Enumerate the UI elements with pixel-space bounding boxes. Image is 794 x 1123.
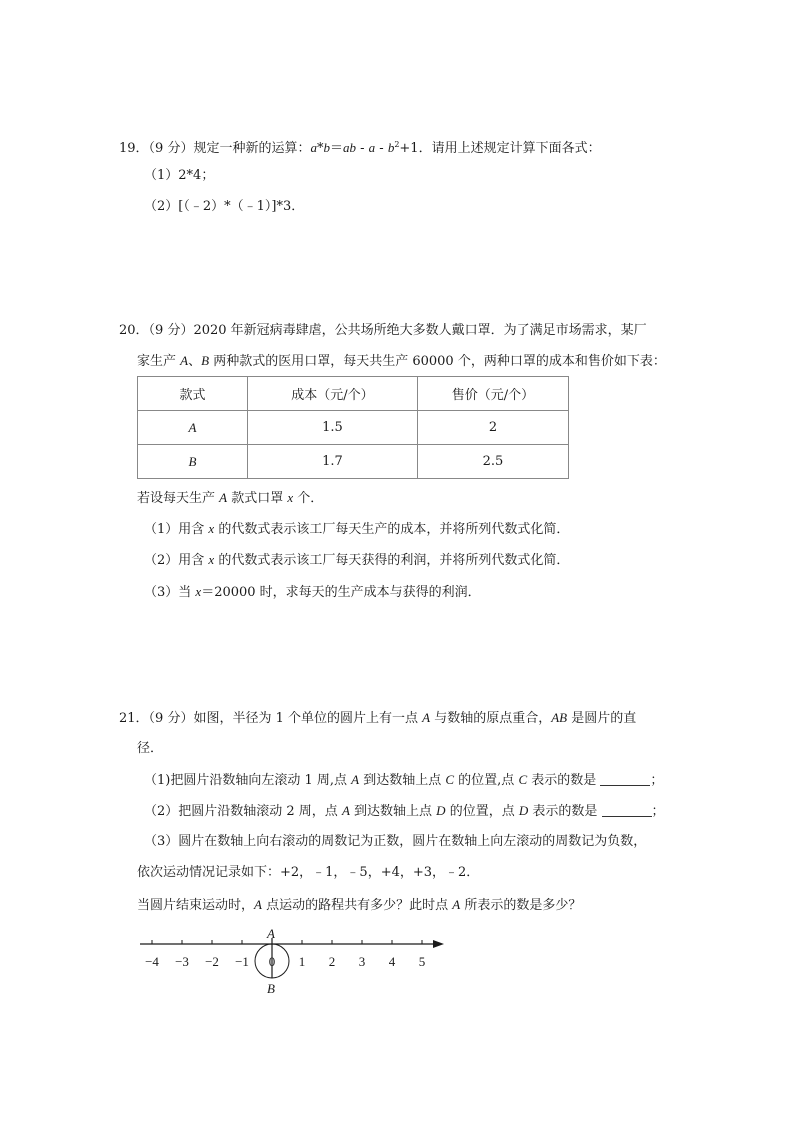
axis-tick-label: 5: [418, 954, 426, 969]
axis-tick-label: 0: [268, 954, 276, 969]
q20-part-1: （1）用含 x 的代数式表示该工厂每天生产的成本，并将所列代数式化简．: [144, 521, 570, 537]
q21-stem-line1: 21．（9 分）如图，半径为 1 个单位的圆片上有一点 A 与数轴的原点重合，AB 是圆片的直: [119, 710, 637, 726]
q20-assumption: 若设每天生产 A 款式口罩 x 个．: [137, 490, 324, 506]
answer-blank[interactable]: [600, 773, 650, 786]
point-b-label: B: [267, 981, 275, 996]
axis-tick-label: 1: [298, 954, 306, 969]
axis-tick-label: −4: [145, 954, 159, 969]
answer-blank[interactable]: [602, 804, 652, 817]
table-cell: 2.5: [418, 445, 569, 479]
table-cell: A: [138, 411, 248, 445]
axis-tick-label: −1: [235, 954, 249, 969]
q20-stem-line1: 20．（9 分）2020 年新冠病毒肆虐，公共场所绝大多数人戴口罩．为了满足市场需求，某厂: [119, 323, 647, 338]
axis-tick-label: −3: [175, 954, 189, 969]
price-table: [137, 376, 569, 479]
axis-tick-label: 4: [388, 954, 396, 969]
table-header: 款式: [138, 377, 248, 411]
table-header-row: [138, 377, 569, 411]
table-row: [138, 411, 569, 445]
table-header: 售价（元/个）: [418, 377, 569, 411]
q21-stem-line2: 径．: [137, 741, 164, 756]
q21-part-3-line2: 依次运动情况记录如下：+2，﹣1，﹣5，+4，+3，﹣2．: [137, 865, 480, 880]
number-line-figure: [130, 925, 460, 1000]
point-a-label: A: [267, 926, 275, 941]
table-cell: 1.5: [248, 411, 418, 445]
q21-part-2: （2）把圆片沿数轴滚动 2 周，点 A 到达数轴上点 D 的位置，点 D 表示的数是 ；: [144, 803, 665, 819]
table-cell: B: [138, 445, 248, 479]
table-cell: 1.7: [248, 445, 418, 479]
var-x: x: [287, 490, 294, 505]
q19-stem: 19．（9 分）规定一种新的运算：$a*b=ab - a - b^2+1$．请用上述规定计算下面各式：: [119, 140, 601, 156]
q19-part-2: （2）[（﹣2）*（﹣1）]*3．: [144, 199, 305, 214]
arrow-right-icon: [433, 940, 444, 948]
axis-tick-label: −2: [205, 954, 219, 969]
q20-stem-line2: 家生产 A、B 两种款式的医用口罩，每天共生产 60000 个，两种口罩的成本和售价如下表：: [137, 353, 666, 369]
q21-part-1: （1)把圆片沿数轴向左滚动 1 周,点 A 到达数轴上点 C 的位置,点 C 表示的数是 ；: [144, 772, 664, 788]
axis-tick-label: 2: [328, 954, 336, 969]
axis-tick-label: 3: [358, 954, 366, 969]
table-row: [138, 445, 569, 479]
q20-part-2: （2）用含 x 的代数式表示该工厂每天获得的利润，并将所列代数式化简．: [144, 552, 570, 568]
q20-part-3: （3）当 x＝20000 时，求每天的生产成本与获得的利润．: [144, 584, 481, 600]
q19-part-1: （1）2*4；: [144, 168, 215, 183]
q21-part-3-line3: 当圆片结束运动时，A 点运动的路程共有多少？此时点 A 所表示的数是多少？: [137, 897, 582, 913]
q21-part-3-line1: （3）圆片在数轴上向右滚动的周数记为正数，圆片在数轴上向左滚动的周数记为负数，: [144, 834, 647, 849]
table-cell: 2: [418, 411, 569, 445]
table-header: 成本（元/个）: [248, 377, 418, 411]
